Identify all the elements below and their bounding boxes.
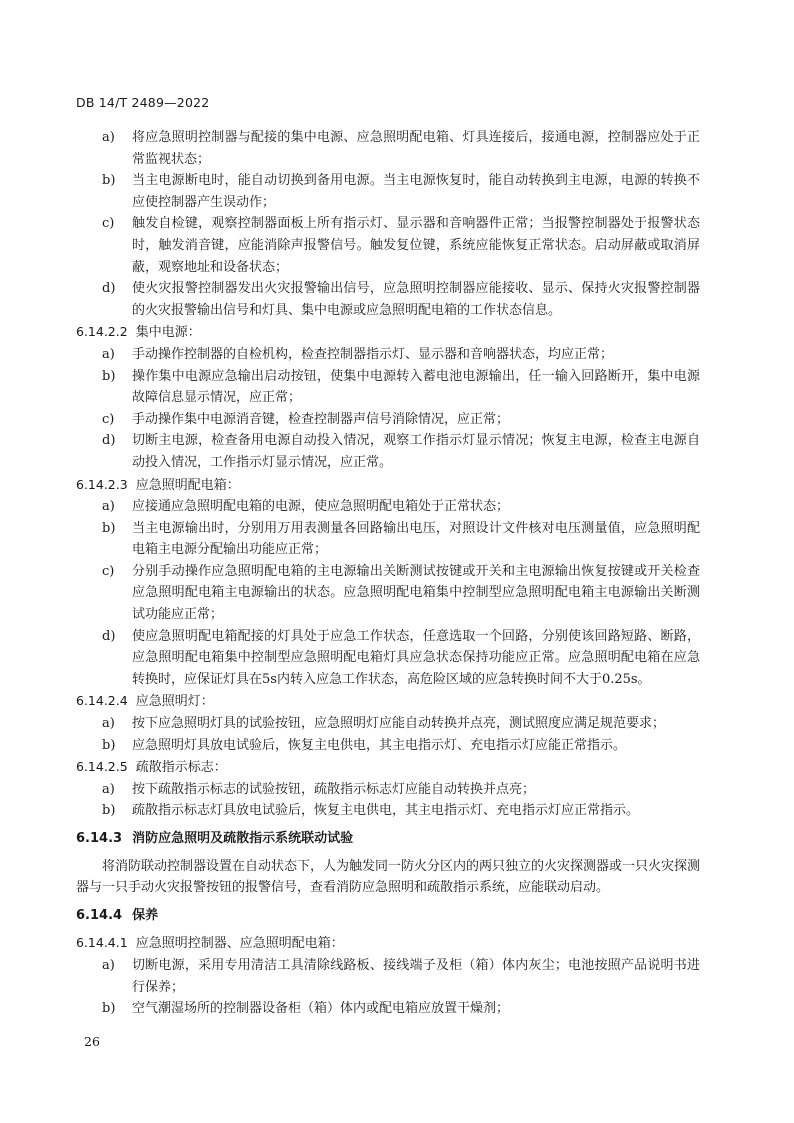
- list-item: [76, 213, 700, 278]
- item-text: 按下应急照明灯具的试验按钮，应急照明灯应能自动转换并点亮，测试照度应满足规范要求；: [132, 716, 666, 732]
- item-marker: c): [102, 216, 115, 232]
- item-marker: a): [102, 346, 115, 362]
- item-marker: b): [102, 1001, 116, 1017]
- subsection-heading-6-14-2-3: 6.14.2.3 应急照明配电箱：: [76, 476, 240, 493]
- item-text: 空气潮湿场所的控制器设备柜（箱）体内或配电箱应放置干燥剂；: [132, 1001, 510, 1017]
- list-item: [76, 998, 700, 1020]
- list-item: [76, 409, 700, 431]
- item-marker: d): [102, 281, 116, 297]
- subsection-heading-6-14-2-5: 6.14.2.5 疏散指示标志：: [76, 759, 227, 776]
- list-item: [76, 344, 700, 366]
- list-item: [76, 430, 700, 473]
- list-item: [76, 626, 700, 691]
- list-item: [76, 955, 700, 998]
- list-controller-tests: [76, 127, 700, 321]
- item-marker: a): [102, 716, 115, 732]
- list-item: [76, 496, 700, 518]
- paragraph-linkage-test: 将消防联动控制器设置在自动状态下，人为触发同一防火分区内的两只独立的火灾探测器或一只火灾探测器与一只手动火灾报警按钮的报警信号，查看消防应急照明和疏散指示系统，应能联动启动。: [76, 858, 701, 896]
- section-heading-6-14-3: 6.14.3 消防应急照明及疏散指示系统联动试验: [76, 831, 354, 846]
- list-item: [76, 278, 700, 321]
- item-text: 切断主电源，检查备用电源自动投入情况，观察工作指示灯显示情况；恢复主电源，检查主电源自动投入情况，工作指示灯显示情况，应正常。: [132, 433, 700, 470]
- page-number: 26: [84, 1034, 100, 1049]
- item-text: 操作集中电源应急输出启动按钮，使集中电源转入蓄电池电源输出，任一输入回路断开，集中电源故障信息显示情况，应正常；: [132, 368, 700, 406]
- item-text: 将应急照明控制器与配接的集中电源、应急照明配电箱、灯具连接后，接通电源，控制器应处于正常监视状态；: [132, 130, 700, 167]
- list-item: [76, 713, 700, 735]
- list-item: [76, 800, 700, 822]
- item-marker: d): [102, 433, 116, 449]
- subsection-heading-6-14-2-2: 6.14.2.2 集中电源：: [76, 324, 201, 341]
- item-marker: b): [102, 368, 116, 384]
- item-marker: c): [102, 411, 115, 427]
- item-marker: b): [102, 520, 116, 536]
- item-text: 触发自检键，观察控制器面板上所有指示灯、显示器和音响器件正常；当报警控制器处于报警状态时，触发消音键，应能消除声报警信号。触发复位键，系统应能恢复正常状态。启动屏蔽或取消屏蔽，观察地址和设备状态；: [132, 216, 700, 275]
- list-emergency-light: [76, 713, 700, 756]
- item-marker: b): [102, 737, 116, 753]
- list-item: [76, 518, 700, 561]
- item-marker: a): [102, 781, 115, 797]
- list-item: [76, 366, 700, 409]
- section-heading-6-14-4: 6.14.4 保养: [76, 907, 159, 923]
- list-item: [76, 735, 700, 757]
- item-text: 使应急照明配电箱配接的灯具处于应急工作状态，任意选取一个回路，分别使该回路短路、断路，应急照明配电箱集中控制型应急照明配电箱灯具应急状态保持功能应正常。应急照明配电箱在应急转换时，应保证灯具在5s内转入应急工作状态，高危险区域的应急转换时间不大于0.25s。: [132, 628, 700, 687]
- item-marker: a): [102, 499, 115, 515]
- list-evacuation-sign: [76, 779, 700, 822]
- item-text: 分别手动操作应急照明配电箱的主电源输出关断测试按键或开关和主电源输出恢复按键或开关检查应急照明配电箱主电源输出的状态。应急照明配电箱集中控制型应急照明配电箱主电源输出关断测试功能应正常；: [132, 563, 700, 623]
- item-text: 使火灾报警控制器发出火灾报警输出信号，应急照明控制器应能接收、显示、保持火灾报警控制器的火灾报警输出信号和灯具、集中电源或应急照明配电箱的工作状态信息。: [132, 281, 700, 318]
- list-central-power: [76, 344, 700, 474]
- subsection-heading-6-14-4-1: 6.14.4.1 应急照明控制器、应急照明配电箱：: [76, 935, 344, 952]
- list-item: [76, 170, 700, 213]
- item-text: 手动操作集中电源消音键，检查控制器声信号消除情况，应正常；: [132, 411, 510, 427]
- item-text: 按下疏散指示标志的试验按钮，疏散指示标志灯应能自动转换并点亮；: [132, 781, 536, 797]
- subsection-heading-6-14-2-4: 6.14.2.4 应急照明灯：: [76, 693, 214, 710]
- item-text: 手动操作控制器的自检机构，检查控制器指示灯、显示器和音响器状态，均应正常；: [132, 346, 614, 362]
- list-maintenance: [76, 955, 700, 1020]
- item-text: 应急照明灯具放电试验后，恢复主电供电，其主电指示灯、充电指示灯应能正常指示。: [132, 737, 627, 753]
- item-marker: b): [102, 803, 116, 819]
- list-item: [76, 779, 700, 801]
- item-marker: d): [102, 628, 116, 644]
- list-distribution-box: [76, 496, 700, 690]
- list-item: [76, 127, 700, 170]
- item-marker: a): [102, 957, 115, 973]
- item-text: 应接通应急照明配电箱的电源，使应急照明配电箱处于正常状态；: [132, 499, 510, 515]
- item-marker: b): [102, 173, 116, 189]
- item-text: 切断电源，采用专用清洁工具清除线路板、接线端子及柜（箱）体内灰尘；电池按照产品说明书进行保养；: [132, 957, 700, 995]
- item-text: 疏散指示标志灯具放电试验后，恢复主电供电，其主电指示灯、充电指示灯应正常指示。: [132, 803, 640, 819]
- item-marker: c): [102, 563, 115, 579]
- page-content: [76, 127, 700, 1020]
- item-text: 当主电源断电时，能自动切换到备用电源。当主电源恢复时，能自动转换到主电源，电源的转换不应使控制器产生误动作；: [132, 173, 700, 210]
- item-text: 当主电源输出时，分别用万用表测量各回路输出电压，对照设计文件核对电压测量值，应急照明配电箱主电源分配输出功能应正常；: [132, 520, 700, 558]
- list-item: [76, 561, 700, 626]
- document-code-header: DB 14/T 2489—2022: [76, 95, 210, 110]
- item-marker: a): [102, 130, 115, 145]
